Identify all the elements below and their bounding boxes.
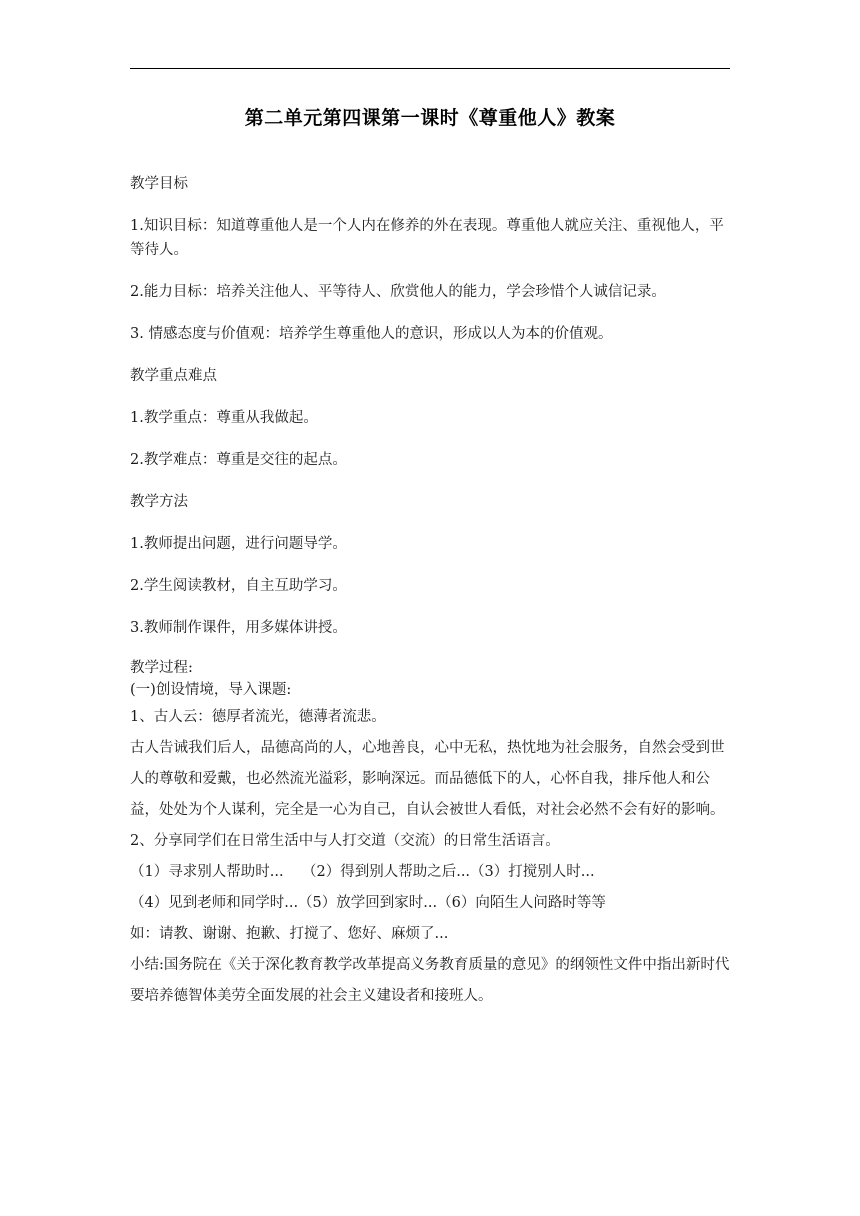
- document-body: [130, 172, 734, 1012]
- process-heading: 教学过程:: [130, 660, 193, 676]
- key-point-item-2: 2.教学难点：尊重是交往的起点。: [130, 452, 347, 468]
- process-subheading: (一)创设情境，导入课题:: [130, 682, 292, 698]
- process-summary: 小结:国务院在《关于深化教育教学改革提高义务教育质量的意见》的纲领性文件中指出新时代要培养德智体美劳全面发展的社会主义建设者和接班人。: [130, 957, 730, 1004]
- header-rule: [130, 68, 730, 69]
- key-points-heading: 教学重点难点: [130, 368, 217, 384]
- process-line-2: 2、分享同学们在日常生活中与人打交道（交流）的日常生活语言。: [130, 833, 560, 849]
- process-line-1: 1、古人云：德厚者流光，德薄者流悲。: [130, 709, 386, 725]
- process-line-4: （4）见到老师和同学时...（5）放学回到家时...（6）向陌生人问路时等等: [130, 895, 606, 911]
- method-item-3: 3.教师制作课件，用多媒体讲授。: [130, 620, 347, 636]
- key-point-item-1: 1.教学重点：尊重从我做起。: [130, 410, 318, 426]
- methods-heading: 教学方法: [130, 494, 188, 510]
- method-item-1: 1.教师提出问题，进行问题导学。: [130, 536, 347, 552]
- method-item-2: 2.学生阅读教材，自主互助学习。: [130, 578, 347, 594]
- objective-item-1: 1.知识目标：知道尊重他人是一个人内在修养的外在表现。尊重他人就应关注、重视他人，平等待人。: [130, 218, 724, 258]
- objectives-heading: 教学目标: [130, 176, 188, 192]
- objective-item-3: 3. 情感态度与价值观：培养学生尊重他人的意识，形成以人为本的价值观。: [130, 326, 613, 342]
- document-title: 第二单元第四课第一课时《尊重他人》教案: [244, 107, 616, 129]
- process-line-5: 如：请教、谢谢、抱歉、打搅了、您好、麻烦了...: [130, 926, 449, 942]
- process-paragraph: 古人告诫我们后人，品德高尚的人，心地善良，心中无私，热忱地为社会服务，自然会受到世人的尊敬和爱戴，也必然流光溢彩，影响深远。而品德低下的人，心怀自我，排斥他人和公益，处处为个人谋利，完全是一心为自己，自认会被世人看低，对社会必然不会有好的影响。: [130, 740, 725, 818]
- objective-item-2: 2.能力目标：培养关注他人、平等待人、欣赏他人的能力，学会珍惜个人诚信记录。: [130, 284, 666, 300]
- process-line-3: （1）寻求别人帮助时... （2）得到别人帮助之后...（3）打搅别人时...: [130, 864, 595, 880]
